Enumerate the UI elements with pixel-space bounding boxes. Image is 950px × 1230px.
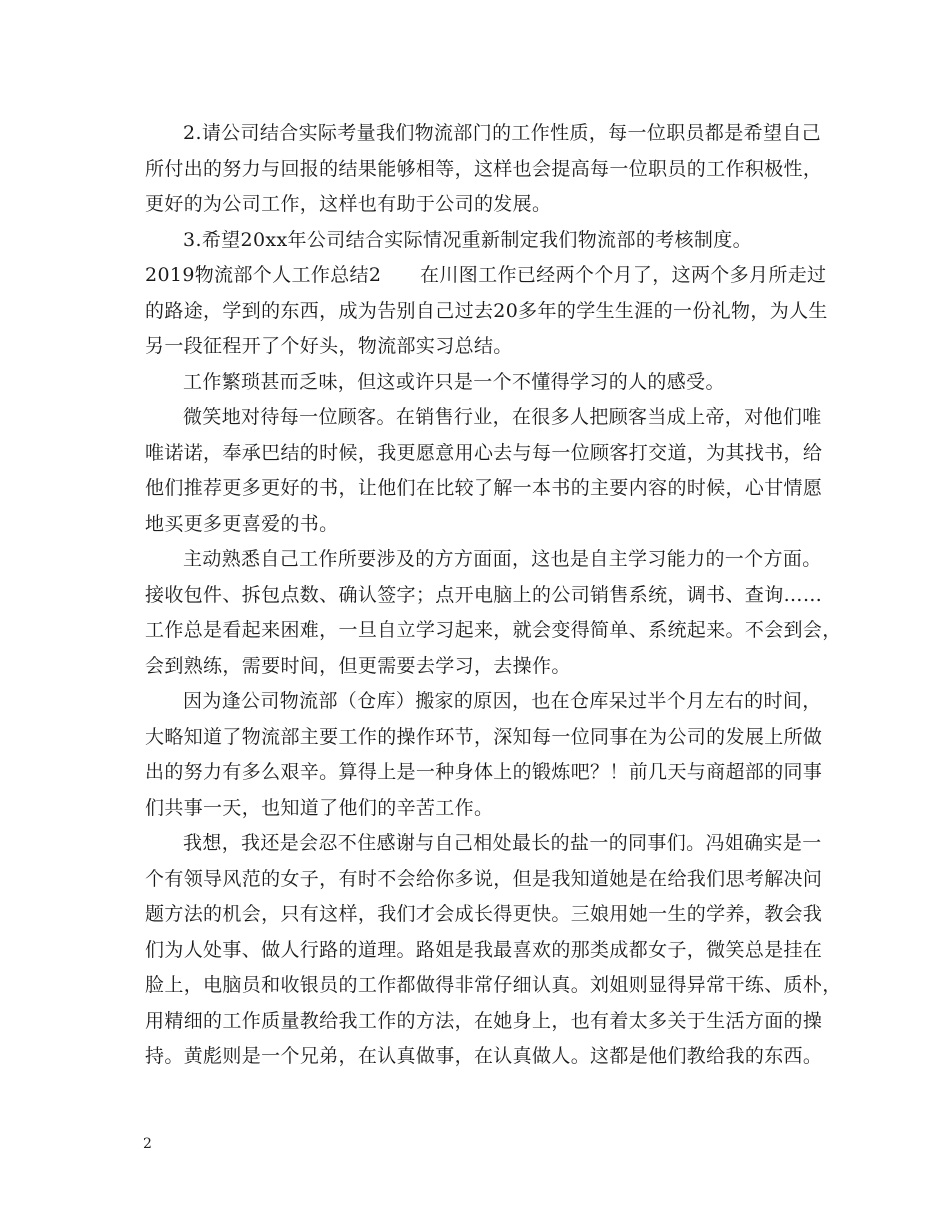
text-line: 题方法的机会，只有这样，我们才会成长得更快。三娘用她一生的学养，教会我 [145, 903, 823, 925]
text-line: 个有领导风范的女子，有时不会给你多说，但是我知道她是在给我们思考解决问 [145, 867, 823, 890]
text-line: 大略知道了物流部主要工作的操作环节，深知每一位同事在为公司的发展上所做 [145, 725, 823, 748]
text-line: 因为逢公司物流部（仓库）搬家的原因，也在仓库呆过半个月左右的时间， [183, 690, 822, 712]
text-line: 更好的为公司工作，这样也有助于公司的发展。 [145, 193, 552, 215]
text-line: 微笑地对待每一位顾客。在销售行业，在很多人把顾客当成上帝，对他们唯 [183, 406, 822, 428]
text-line: 我想，我还是会忍不住感谢与自己相处最长的盐一的同事们。冯姐确实是一 [183, 832, 822, 854]
text-line: 们共事一天，也知道了他们的辛苦工作。 [145, 796, 494, 819]
section-title-line: 2019物流部个人工作总结2 在川图工作已经两个个月了，这两个多月所走过 [145, 264, 827, 286]
text-line: 出的努力有多么艰辛。算得上是一种身体上的锻炼吧？！前几天与商超部的同事 [145, 761, 823, 783]
text-line: 唯诺诺，奉承巴结的时候，我更愿意用心去与每一位顾客打交道，为其找书，给 [145, 441, 823, 464]
text-line: 工作总是看起来困难，一旦自立学习起来，就会变得简单、系统起来。不会到会， [145, 619, 842, 641]
text-line: 2.请公司结合实际考量我们物流部门的工作性质，每一位职员都是希望自己 [183, 122, 822, 144]
text-line: 他们推荐更多更好的书，让他们在比较了解一本书的主要内容的时候，心甘情愿 [145, 477, 823, 499]
text-line: 的路途，学到的东西，成为告别自己过去20多年的学生生涯的一份礼物，为人生 [145, 299, 828, 322]
text-line: 持。黄彪则是一个兄弟，在认真做事，在认真做人。这都是他们教给我的东西。 [145, 1045, 823, 1067]
text-line: 地买更多更喜爱的书。 [145, 512, 339, 535]
text-line: 另一段征程开了个好头，物流部实习总结。 [145, 335, 513, 357]
text-line: 接收包件、拆包点数、确认签字；点开电脑上的公司销售系统，调书、查询…… [145, 583, 823, 606]
text-line: 用精细的工作质量教给我工作的方法，在她身上，也有着太多关于生活方面的操 [145, 1009, 823, 1032]
text-line: 工作繁琐甚而乏味，但这或许只是一个不懂得学习的人的感受。 [183, 370, 725, 393]
text-line: 3.希望20xx年公司结合实际情况重新制定我们物流部的考核制度。 [183, 228, 752, 251]
document-body [145, 116, 842, 1075]
page-number: 2 [143, 1136, 152, 1152]
text-line: 会到熟练，需要时间，但更需要去学习，去操作。 [145, 654, 571, 677]
text-line: 所付出的努力与回报的结果能够相等，这样也会提高每一位职员的工作积极性， [145, 157, 823, 180]
text-line: 脸上，电脑员和收银员的工作都做得非常仔细认真。刘姐则显得异常干练、质朴， [145, 974, 842, 996]
text-line: 主动熟悉自己工作所要涉及的方方面面，这也是自主学习能力的一个方面。 [183, 548, 822, 570]
text-line: 们为人处事、做人行路的道理。路姐是我最喜欢的那类成都女子，微笑总是挂在 [145, 938, 823, 961]
